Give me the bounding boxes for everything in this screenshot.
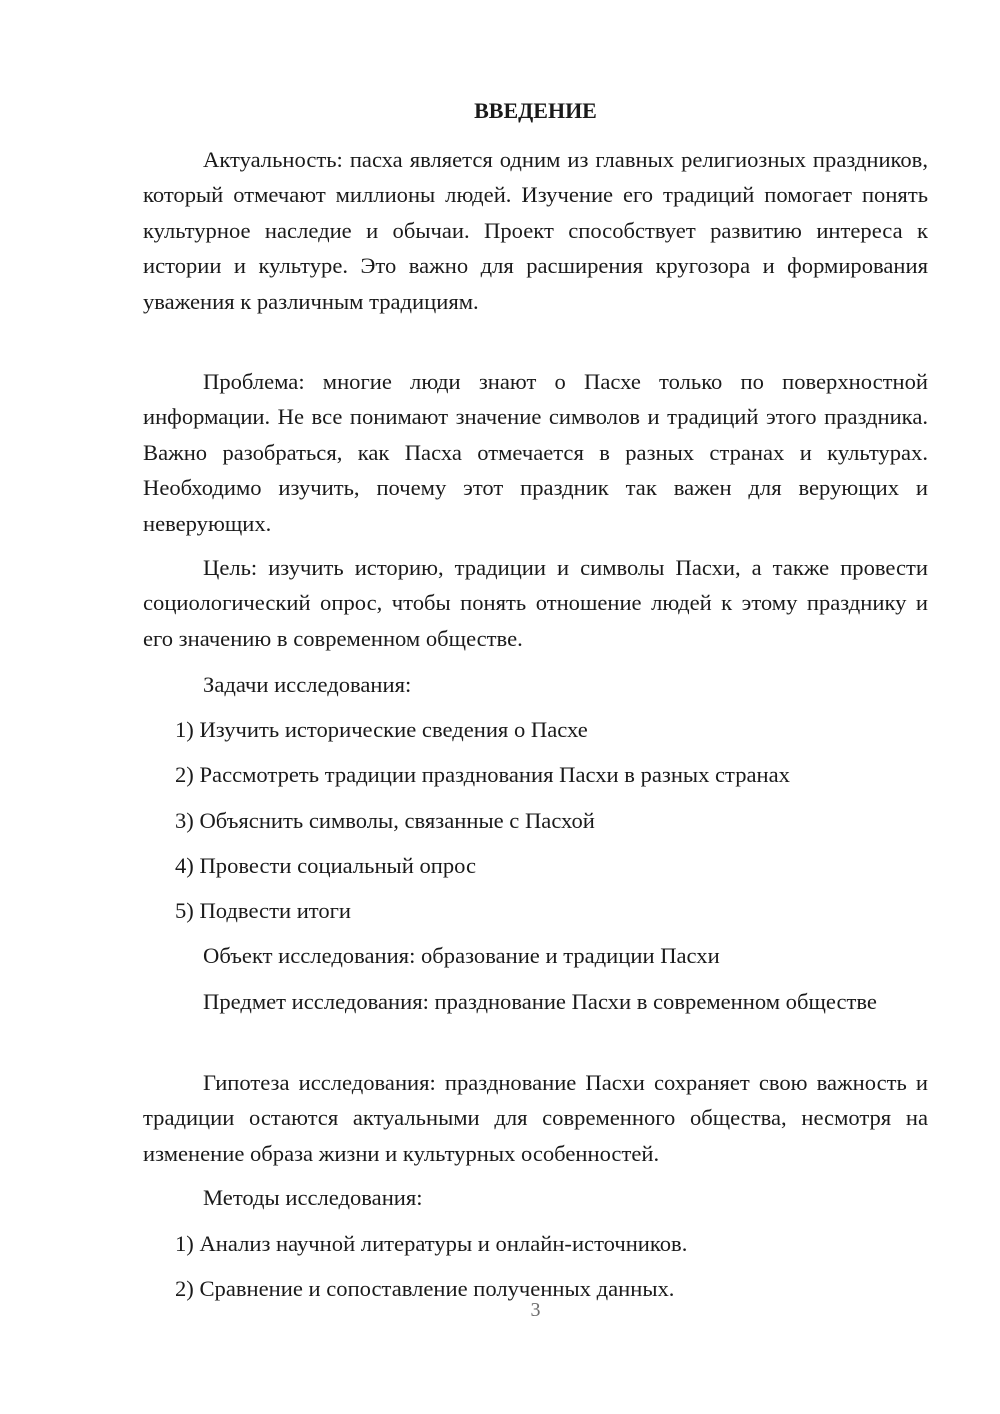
object-line: Объект исследования: образование и традиции Пасхи: [203, 943, 720, 968]
problem-paragraph: Проблема: многие люди знают о Пасхе только по поверхностной информации. Не все понимают значение символов и традиций этого праздника. Важно разобраться, как Пасха отмечается в разных странах и культурах. Необходимо изучить, почему этот праздник так важен для верующих и неверующих.: [143, 369, 928, 536]
task-item-3: 3) Объяснить символы, связанные с Пасхой: [175, 808, 595, 833]
tasks-heading: Задачи исследования:: [203, 672, 412, 697]
hypothesis-paragraph: Гипотеза исследования: празднование Пасхи сохраняет свою важность и традиции остаются актуальными для современного общества, несмотря на изменение образа жизни и культурных особенностей.: [143, 1070, 928, 1166]
task-item-2: 2) Рассмотреть традиции празднования Пасхи в разных странах: [175, 762, 790, 787]
task-item-1: 1) Изучить исторические сведения о Пасхе: [175, 717, 588, 742]
task-item-4: 4) Провести социальный опрос: [175, 853, 477, 878]
task-item-5: 5) Подвести итоги: [175, 898, 352, 923]
methods-heading: Методы исследования:: [203, 1185, 423, 1210]
goal-paragraph: Цель: изучить историю, традиции и символы Пасхи, а также провести социологический опрос, чтобы понять отношение людей к этому празднику и его значению в современном обществе.: [143, 555, 928, 651]
section-title: ВВЕДЕНИЕ: [474, 98, 597, 123]
subject-paragraph: Предмет исследования: празднование Пасхи в современном обществе: [203, 989, 877, 1014]
page-number: 3: [530, 1299, 541, 1321]
relevance-paragraph: Актуальность: пасха является одним из главных религиозных праздников, который отмечают миллионы людей. Изучение его традиций помогает понять культурное наследие и обычаи. Проект способствует развитию интереса к истории и культуре. Это важно для расширения кругозора и формирования уважения к различным традициям.: [143, 147, 928, 314]
method-item-2: 2) Сравнение и сопоставление полученных данных.: [175, 1276, 675, 1301]
method-item-1: 1) Анализ научной литературы и онлайн-источников.: [175, 1231, 688, 1256]
